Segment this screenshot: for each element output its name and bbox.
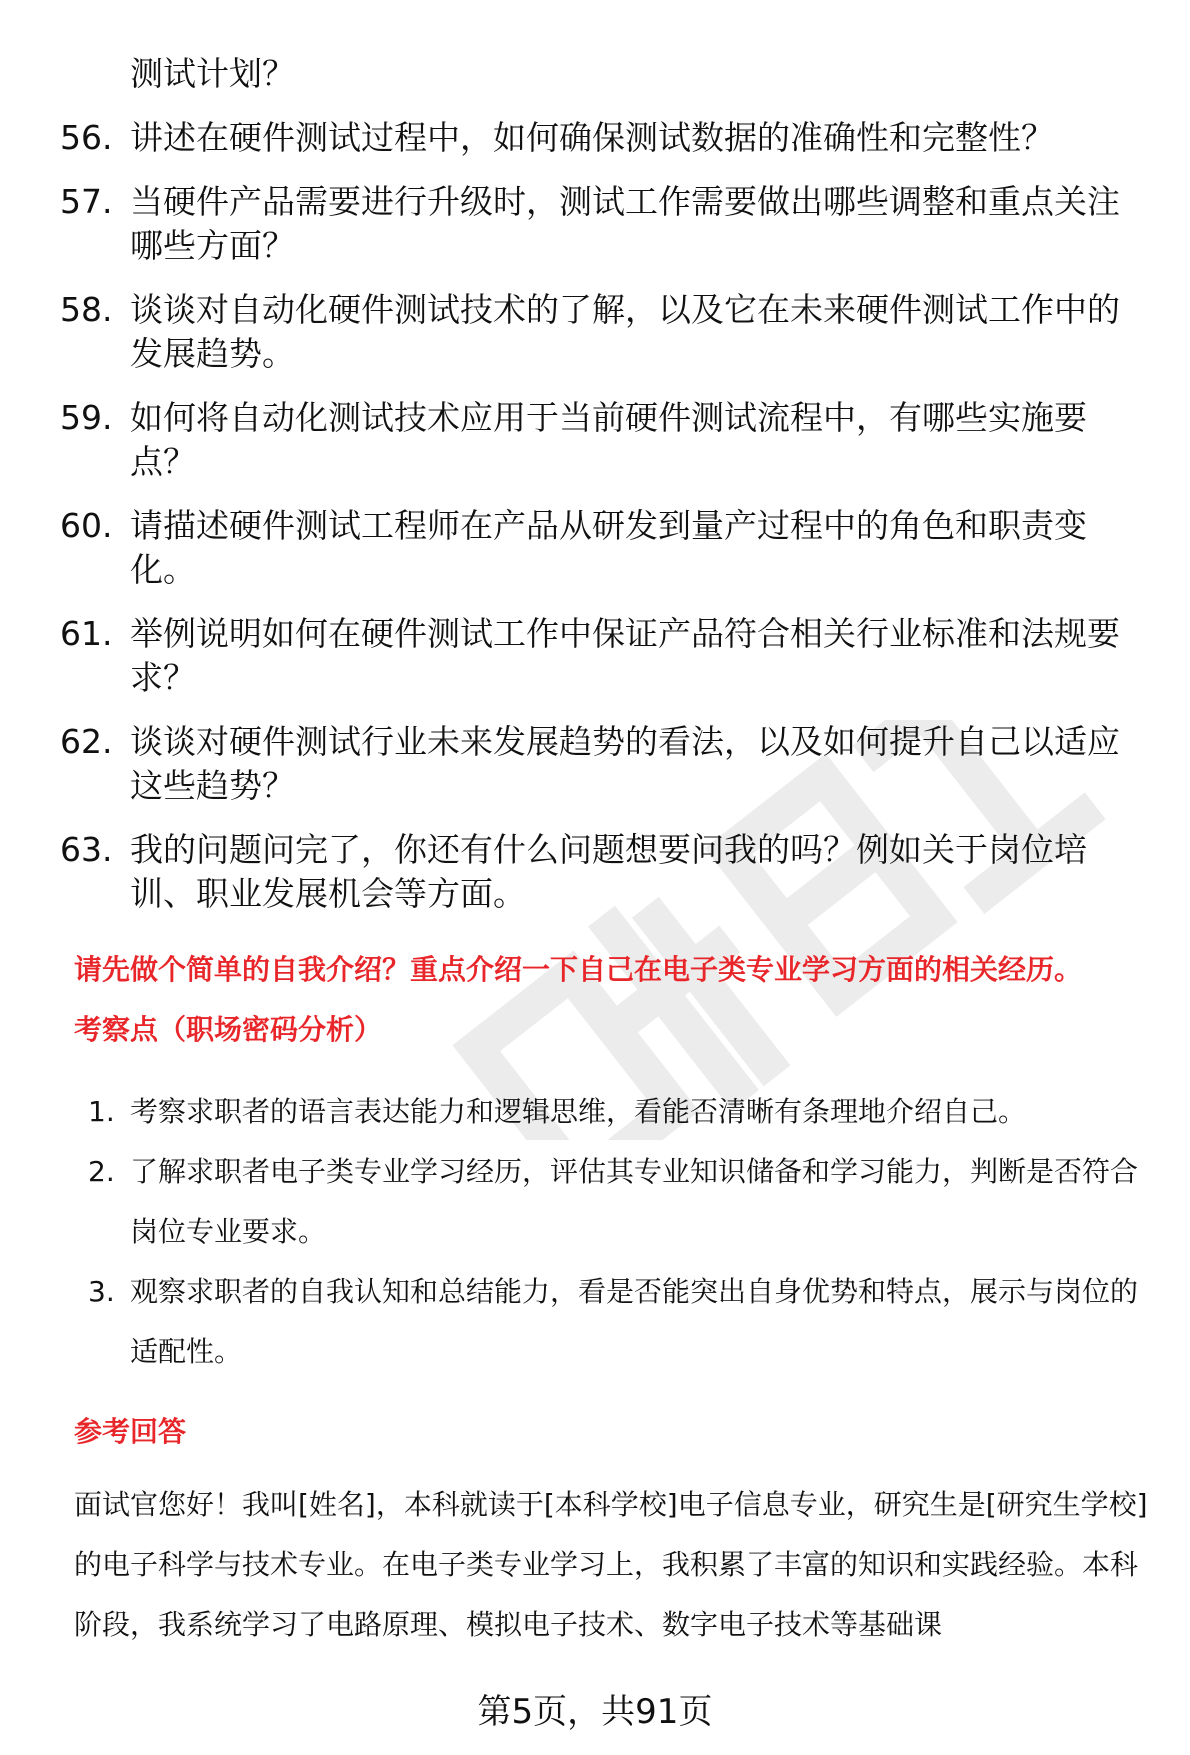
question-number: 58. bbox=[60, 290, 113, 329]
analysis-number: 1. bbox=[88, 1095, 115, 1128]
question-text: 谈谈对自动化硬件测试技术的了解，以及它在未来硬件测试工作中的发展趋势。 bbox=[130, 290, 1120, 373]
question-text: 讲述在硬件测试过程中，如何确保测试数据的准确性和完整性？ bbox=[130, 118, 1054, 157]
question-text: 谈谈对硬件测试行业未来发展趋势的看法，以及如何提升自己以适应这些趋势？ bbox=[130, 722, 1120, 805]
question-number: 63. bbox=[60, 830, 113, 869]
question-list bbox=[60, 52, 1160, 936]
question-item bbox=[60, 288, 1160, 376]
reference-answer-text: 面试官您好！我叫[姓名]，本科就读于[本科学校]电子信息专业，研究生是[研究生学校]的电子科学与技术专业。在电子类专业学习上，我积累了丰富的知识和实践经验。本科阶段，我系统学习了电路原理、模拟电子技术、数字电子技术等基础课 bbox=[74, 1488, 1148, 1641]
analysis-list bbox=[88, 1082, 1158, 1382]
analysis-number: 2. bbox=[88, 1155, 115, 1188]
question-number: 61. bbox=[60, 614, 113, 653]
question-item bbox=[60, 828, 1160, 916]
question-text: 请描述硬件测试工程师在产品从研发到量产过程中的角色和职责变化。 bbox=[130, 506, 1087, 589]
question-item bbox=[60, 504, 1160, 592]
question-number: 62. bbox=[60, 722, 113, 761]
analysis-item bbox=[88, 1142, 1158, 1262]
analysis-number: 3. bbox=[88, 1275, 115, 1308]
analysis-text: 了解求职者电子类专业学习经历，评估其专业知识储备和学习能力，判断是否符合岗位专业要求。 bbox=[130, 1155, 1139, 1248]
question-item bbox=[60, 720, 1160, 808]
question-item bbox=[60, 612, 1160, 700]
page-number-footer: 第5页，共91页 bbox=[477, 1692, 713, 1732]
question-text: 如何将自动化测试技术应用于当前硬件测试流程中，有哪些实施要点？ bbox=[130, 398, 1087, 481]
question-item bbox=[60, 180, 1160, 268]
analysis-heading: 考察点（职场密码分析） bbox=[74, 1013, 383, 1046]
featured-question-heading: 请先做个简单的自我介绍？重点介绍一下自己在电子类专业学习方面的相关经历。 bbox=[74, 953, 1083, 986]
question-text: 当硬件产品需要进行升级时，测试工作需要做出哪些调整和重点关注哪些方面？ bbox=[130, 182, 1120, 265]
analysis-item bbox=[88, 1262, 1158, 1382]
question-number: 60. bbox=[60, 506, 113, 545]
question-item bbox=[60, 116, 1160, 160]
question-item bbox=[60, 396, 1160, 484]
question-continuation: 测试计划？ bbox=[130, 54, 295, 93]
analysis-text: 观察求职者的自我认知和总结能力，看是否能突出自身优势和特点，展示与岗位的适配性。 bbox=[130, 1275, 1139, 1368]
question-number: 56. bbox=[60, 118, 113, 157]
reference-answer-heading: 参考回答 bbox=[74, 1415, 187, 1448]
question-number: 59. bbox=[60, 398, 113, 437]
question-text: 我的问题问完了，你还有什么问题想要问我的吗？例如关于岗位培训、职业发展机会等方面。 bbox=[130, 830, 1087, 913]
analysis-item bbox=[88, 1082, 1158, 1142]
question-number: 57. bbox=[60, 182, 113, 221]
question-text: 举例说明如何在硬件测试工作中保证产品符合相关行业标准和法规要求？ bbox=[130, 614, 1120, 697]
analysis-text: 考察求职者的语言表达能力和逻辑思维，看能否清晰有条理地介绍自己。 bbox=[130, 1095, 1027, 1128]
